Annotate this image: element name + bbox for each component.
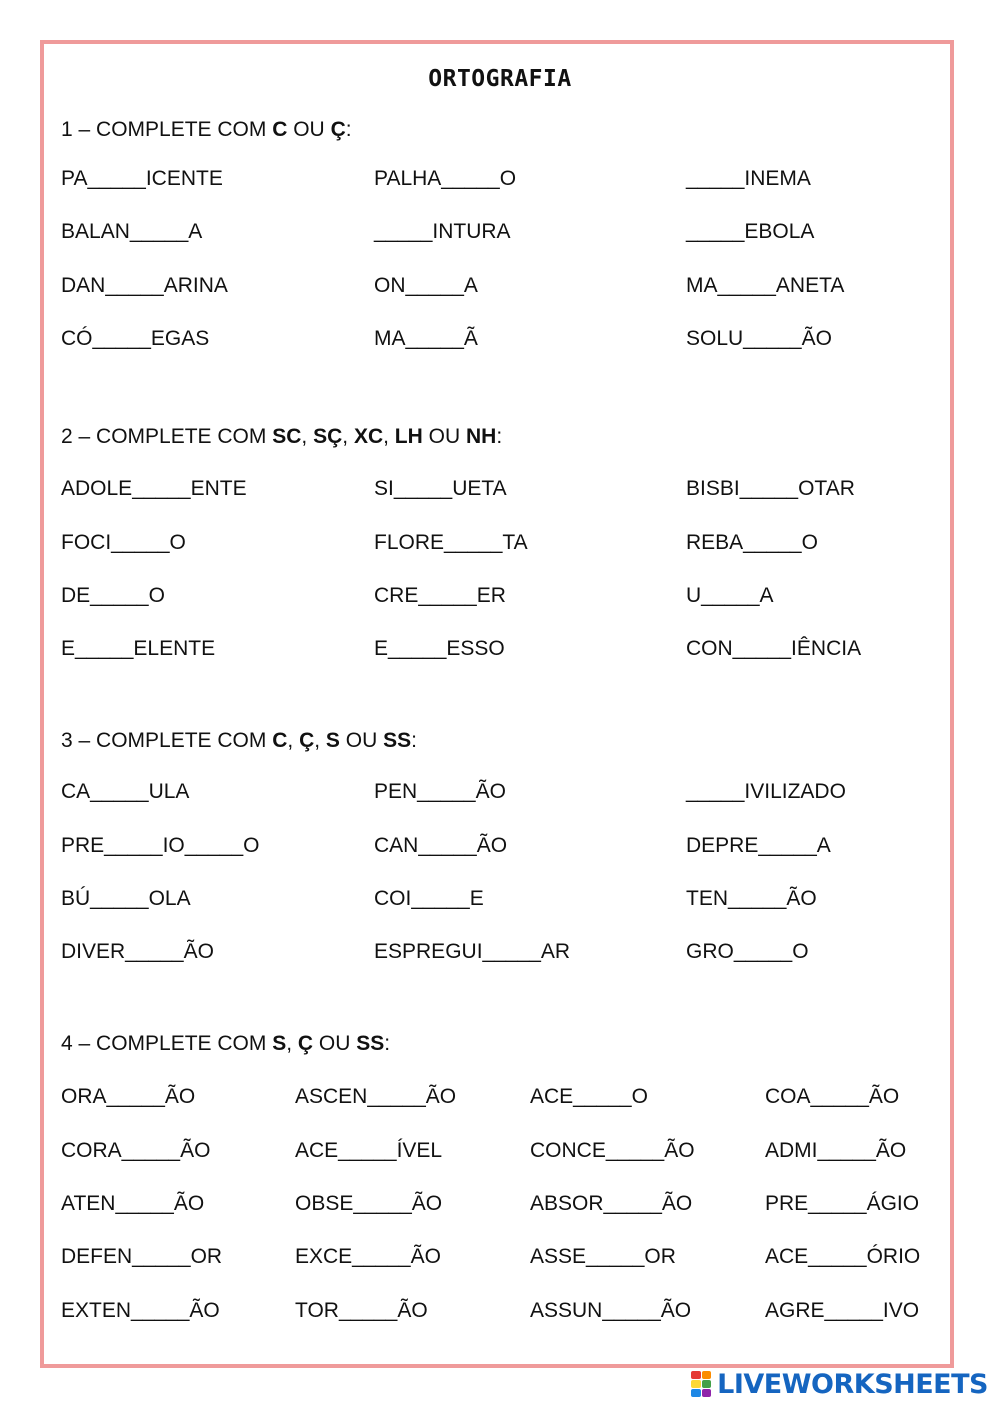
exercise-row (61, 274, 961, 304)
exercise-row (61, 584, 961, 614)
fill-in-word[interactable]: TEN_____ÃO (686, 887, 817, 910)
fill-in-word[interactable]: DEFEN_____OR (61, 1245, 223, 1268)
heading-text: OU (339, 729, 384, 752)
letter-option: SC (272, 425, 302, 448)
fill-in-word[interactable]: BISBI_____OTAR (686, 477, 855, 500)
fill-in-word[interactable]: ORA_____ÃO (61, 1085, 196, 1108)
exercise-row (61, 1085, 961, 1115)
fill-in-word[interactable]: MA_____Ã (374, 327, 478, 350)
fill-in-word[interactable]: DAN_____ARINA (61, 274, 228, 297)
exercise-row (61, 1299, 961, 1329)
letter-option: SÇ (313, 425, 343, 448)
heading-text: OU (313, 1032, 357, 1055)
fill-in-word[interactable]: _____EBOLA (686, 220, 815, 243)
fill-in-word[interactable]: SOLU_____ÃO (686, 327, 832, 350)
section-3-heading (61, 729, 417, 753)
letter-option: C (272, 118, 288, 141)
fill-in-word[interactable]: _____INEMA (686, 167, 811, 190)
letter-option: SS (356, 1032, 385, 1055)
letter-option: S (325, 729, 340, 752)
fill-in-word[interactable]: ASSE_____OR (530, 1245, 676, 1268)
logo-block (702, 1389, 712, 1397)
logo-block (691, 1380, 701, 1388)
fill-in-word[interactable]: FLORE_____TA (374, 531, 528, 554)
letter-option: C (272, 729, 288, 752)
fill-in-word[interactable]: E_____ELENTE (61, 637, 216, 660)
fill-in-word[interactable]: CA_____ULA (61, 780, 190, 803)
heading-text: , (314, 729, 326, 752)
fill-in-word[interactable]: EXTEN_____ÃO (61, 1299, 220, 1322)
fill-in-word[interactable]: CONCE_____ÃO (530, 1139, 695, 1162)
fill-in-word[interactable]: OBSE_____ÃO (295, 1192, 443, 1215)
fill-in-word[interactable]: ACE_____ÍVEL (295, 1139, 443, 1162)
fill-in-word[interactable]: DE_____O (61, 584, 165, 607)
fill-in-word[interactable]: _____IVILIZADO (686, 780, 846, 803)
heading-text: 2 – COMPLETE COM (61, 425, 273, 448)
fill-in-word[interactable]: ASSUN_____ÃO (530, 1299, 692, 1322)
exercise-row (61, 1192, 961, 1222)
fill-in-word[interactable]: ON_____A (374, 274, 478, 297)
fill-in-word[interactable]: AGRE_____IVO (765, 1299, 920, 1322)
logo-block (691, 1389, 701, 1397)
heading-text: , (342, 425, 354, 448)
fill-in-word[interactable]: FOCI_____O (61, 531, 186, 554)
letter-option: SS (383, 729, 412, 752)
fill-in-word[interactable]: PRE_____IO_____O (61, 834, 260, 857)
fill-in-word[interactable]: ADOLE_____ENTE (61, 477, 247, 500)
fill-in-word[interactable]: PEN_____ÃO (374, 780, 506, 803)
logo-block (702, 1371, 712, 1379)
fill-in-word[interactable]: ATEN_____ÃO (61, 1192, 205, 1215)
fill-in-word[interactable]: PRE_____ÁGIO (765, 1192, 920, 1215)
exercise-row (61, 477, 961, 507)
letter-option: Ç (330, 118, 346, 141)
fill-in-word[interactable]: TOR_____ÃO (295, 1299, 428, 1322)
exercise-row (61, 940, 961, 970)
fill-in-word[interactable]: U_____A (686, 584, 774, 607)
exercise-row (61, 327, 961, 357)
page-title: ORTOGRAFIA (428, 66, 572, 92)
letter-option: Ç (299, 729, 315, 752)
heading-text: , (301, 425, 314, 448)
fill-in-word[interactable]: CAN_____ÃO (374, 834, 508, 857)
fill-in-word[interactable]: EXCE_____ÃO (295, 1245, 441, 1268)
exercise-row (61, 167, 961, 197)
exercise-row (61, 887, 961, 917)
fill-in-word[interactable]: CÓ_____EGAS (61, 327, 210, 350)
logo-block (691, 1371, 701, 1379)
exercise-row (61, 220, 961, 250)
heading-text: , (287, 729, 300, 752)
fill-in-word[interactable]: CORA_____ÃO (61, 1139, 211, 1162)
fill-in-word[interactable]: CON_____IÊNCIA (686, 637, 862, 660)
fill-in-word[interactable]: ASCEN_____ÃO (295, 1085, 457, 1108)
section-1-heading (61, 118, 352, 142)
section-4-heading (61, 1032, 390, 1056)
heading-text: , (383, 425, 395, 448)
brand-name: LIVEWORKSHEETS (717, 1368, 988, 1400)
exercise-row (61, 780, 961, 810)
fill-in-word[interactable]: ADMI_____ÃO (765, 1139, 907, 1162)
logo-block (702, 1380, 712, 1388)
heading-text: : (384, 1032, 391, 1055)
letter-option: S (272, 1032, 287, 1055)
fill-in-word[interactable]: ACE_____O (530, 1085, 648, 1108)
exercise-row (61, 834, 961, 864)
exercise-row (61, 1139, 961, 1169)
heading-text: 3 – COMPLETE COM (61, 729, 273, 752)
fill-in-word[interactable]: BALAN_____A (61, 220, 203, 243)
heading-text: OU (287, 118, 331, 141)
letter-option: Ç (297, 1032, 314, 1055)
heading-text: : (496, 425, 503, 448)
section-2-heading (61, 425, 502, 449)
fill-in-word[interactable]: GRO_____O (686, 940, 809, 963)
heading-text: 1 – COMPLETE COM (61, 118, 273, 141)
fill-in-word[interactable]: PA_____ICENTE (61, 167, 223, 190)
fill-in-word[interactable]: COI_____E (374, 887, 484, 910)
fill-in-word[interactable]: DEPRE_____A (686, 834, 831, 857)
heading-text: 4 – COMPLETE COM (61, 1032, 273, 1055)
fill-in-word[interactable]: _____INTURA (374, 220, 511, 243)
letter-option: XC (353, 425, 384, 448)
exercise-row (61, 1245, 961, 1275)
heading-text: : (345, 118, 352, 141)
fill-in-word[interactable]: ESPREGUI_____AR (374, 940, 571, 963)
fill-in-word[interactable]: PALHA_____O (374, 167, 517, 190)
heading-text: OU (422, 425, 466, 448)
exercise-row (61, 637, 961, 667)
letter-option: NH (465, 425, 497, 448)
exercise-row (61, 531, 961, 561)
fill-in-word[interactable]: REBA_____O (686, 531, 818, 554)
fill-in-word[interactable]: E_____ESSO (374, 637, 505, 660)
liveworksheets-logo-icon (691, 1371, 711, 1397)
fill-in-word[interactable]: ACE_____ÓRIO (765, 1245, 921, 1268)
heading-text: , (286, 1032, 298, 1055)
footer-branding (691, 1368, 988, 1400)
letter-option: LH (394, 425, 423, 448)
fill-in-word[interactable]: DIVER_____ÃO (61, 940, 214, 963)
fill-in-word[interactable]: CRE_____ER (374, 584, 506, 607)
fill-in-word[interactable]: MA_____ANETA (686, 274, 845, 297)
fill-in-word[interactable]: BÚ_____OLA (61, 887, 191, 910)
fill-in-word[interactable]: COA_____ÃO (765, 1085, 900, 1108)
heading-text: : (411, 729, 417, 752)
fill-in-word[interactable]: SI_____UETA (374, 477, 507, 500)
fill-in-word[interactable]: ABSOR_____ÃO (530, 1192, 693, 1215)
